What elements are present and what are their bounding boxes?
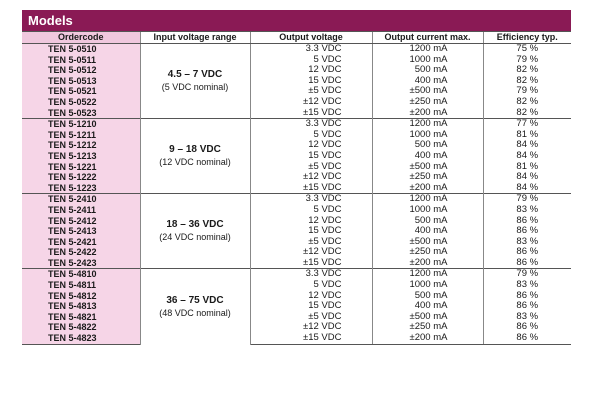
ordercode-cell: TEN 5-4821 (22, 312, 140, 323)
table-row (22, 172, 571, 183)
ordercode-cell: TEN 5-0522 (22, 97, 140, 108)
table-body (22, 44, 571, 345)
input-voltage-cell (140, 44, 250, 119)
output-current-cell: 500 mA (372, 291, 483, 302)
table-row (22, 269, 571, 280)
output-current-cell: ±250 mA (372, 172, 483, 183)
efficiency-cell: 81 % (516, 129, 539, 140)
input-voltage-nominal: (12 VDC nominal) (159, 157, 231, 168)
output-current-cell: 1000 mA (372, 55, 483, 66)
output-voltage-cell: 3.3 VDC (250, 119, 372, 130)
table-row (22, 130, 571, 141)
ordercode-cell: TEN 5-2423 (22, 258, 140, 269)
output-voltage-cell: 5 VDC (250, 205, 372, 216)
efficiency-cell: 83 % (516, 236, 539, 247)
efficiency-cell: 75 % (483, 44, 571, 55)
output-current-cell: ±200 mA (372, 108, 483, 119)
output-voltage-cell: 15 VDC (250, 76, 372, 87)
output-current-cell: ±200 mA (372, 258, 483, 269)
output-voltage-cell: 15 VDC (250, 301, 372, 312)
table-row (22, 55, 571, 66)
table-row (22, 119, 571, 130)
header-row (22, 32, 571, 44)
output-current-cell: 400 mA (372, 76, 483, 87)
ordercode-cell: TEN 5-2411 (22, 205, 140, 216)
ordercode-cell: TEN 5-2413 (22, 226, 140, 237)
table-row (22, 151, 571, 162)
efficiency-cell: 86 % (483, 333, 571, 344)
efficiency-cell: 86 % (516, 247, 539, 258)
output-current-cell: 1200 mA (372, 119, 483, 130)
output-voltage-cell: 3.3 VDC (250, 269, 372, 280)
ordercode-cell: TEN 5-2421 (22, 237, 140, 248)
table-row (22, 162, 571, 173)
output-voltage-cell: ±15 VDC (250, 108, 372, 119)
output-current-cell: ±500 mA (372, 162, 483, 173)
efficiency-cell: 82 % (516, 107, 539, 118)
output-voltage-cell: 3.3 VDC (250, 44, 372, 55)
output-current-cell: 400 mA (372, 226, 483, 237)
output-current-cell: 500 mA (372, 65, 483, 76)
table-row (22, 194, 571, 205)
output-current-cell: 1000 mA (372, 130, 483, 141)
input-voltage-range: 4.5 – 7 VDC (167, 69, 223, 81)
ordercode-cell: TEN 5-4812 (22, 291, 140, 302)
table-row (22, 322, 571, 333)
output-voltage-cell: ±5 VDC (250, 162, 372, 173)
output-voltage-cell: 15 VDC (250, 226, 372, 237)
output-voltage-cell: ±15 VDC (250, 183, 372, 194)
output-voltage-cell: 3.3 VDC (250, 194, 372, 205)
efficiency-cell: 79 % (516, 54, 539, 65)
models-table (22, 31, 571, 345)
ordercode-cell: TEN 5-4822 (22, 322, 140, 333)
input-voltage-range: 9 – 18 VDC (169, 144, 221, 156)
table-row (22, 333, 571, 344)
output-voltage-cell: ±12 VDC (250, 247, 372, 258)
table-row (22, 205, 571, 216)
efficiency-cell: 79 % (483, 194, 571, 205)
table-row (22, 226, 571, 237)
output-current-cell: 500 mA (372, 216, 483, 227)
efficiency-cell: 84 % (516, 182, 539, 193)
output-current-cell: ±250 mA (372, 97, 483, 108)
ordercode-cell: TEN 5-2410 (22, 194, 140, 205)
ordercode-cell: TEN 5-0510 (22, 44, 140, 55)
ordercode-cell: TEN 5-4810 (22, 269, 140, 280)
output-voltage-cell: 12 VDC (250, 140, 372, 151)
output-voltage-cell: ±12 VDC (250, 97, 372, 108)
output-current-cell: ±500 mA (372, 86, 483, 97)
output-current-cell: ±500 mA (372, 237, 483, 248)
efficiency-cell: 83 % (516, 204, 539, 215)
table-row (22, 76, 571, 87)
efficiency-cell: 86 % (516, 226, 539, 237)
output-current-cell: 1000 mA (372, 205, 483, 216)
ordercode-cell: TEN 5-4823 (22, 333, 140, 344)
ordercode-cell: TEN 5-4813 (22, 301, 140, 312)
efficiency-cell: 82 % (516, 96, 539, 107)
output-voltage-cell: 12 VDC (250, 216, 372, 227)
ordercode-cell: TEN 5-0513 (22, 76, 140, 87)
ordercode-cell: TEN 5-0512 (22, 65, 140, 76)
table-row (22, 258, 571, 269)
efficiency-cell: 83 % (516, 280, 539, 291)
table-row (22, 247, 571, 258)
output-current-cell: ±200 mA (372, 333, 483, 344)
ordercode-cell: TEN 5-1212 (22, 140, 140, 151)
efficiency-cell: 86 % (516, 301, 539, 312)
output-current-cell: ±200 mA (372, 183, 483, 194)
output-current-cell: 400 mA (372, 301, 483, 312)
output-voltage-cell: ±12 VDC (250, 322, 372, 333)
input-voltage-cell (140, 194, 250, 269)
efficiency-cell: 84 % (516, 140, 539, 151)
output-voltage-cell: ±5 VDC (250, 237, 372, 248)
output-current-cell: 400 mA (372, 151, 483, 162)
table-row (22, 291, 571, 302)
header-input-voltage: Input voltage range (140, 32, 250, 44)
output-voltage-cell: ±5 VDC (250, 86, 372, 97)
efficiency-cell: 86 % (516, 290, 539, 301)
efficiency-cell: 79 % (516, 86, 539, 97)
header-ordercode: Ordercode (22, 32, 140, 44)
output-current-cell: 1200 mA (372, 194, 483, 205)
input-voltage-cell (140, 119, 250, 194)
ordercode-cell: TEN 5-0511 (22, 55, 140, 66)
output-current-cell: 1000 mA (372, 280, 483, 291)
header-output-current: Output current max. (372, 32, 483, 44)
ordercode-cell: TEN 5-0523 (22, 108, 140, 119)
table-row (22, 237, 571, 248)
output-current-cell: 1200 mA (372, 269, 483, 280)
table-row (22, 140, 571, 151)
ordercode-cell: TEN 5-1221 (22, 162, 140, 173)
table-row (22, 86, 571, 97)
input-voltage-range: 18 – 36 VDC (166, 219, 224, 231)
efficiency-cell: 86 % (516, 257, 539, 268)
efficiency-cell: 84 % (516, 150, 539, 161)
output-voltage-cell: ±15 VDC (250, 258, 372, 269)
efficiency-cell: 79 % (483, 269, 571, 280)
header-efficiency: Efficiency typ. (483, 32, 571, 44)
output-voltage-cell: 15 VDC (250, 151, 372, 162)
efficiency-cell: 82 % (516, 65, 539, 76)
ordercode-cell: TEN 5-2412 (22, 216, 140, 227)
input-voltage-nominal: (48 VDC nominal) (159, 307, 231, 318)
output-voltage-cell: ±15 VDC (250, 333, 372, 344)
input-voltage-range: 36 – 75 VDC (166, 294, 224, 306)
ordercode-cell: TEN 5-1223 (22, 183, 140, 194)
output-current-cell: ±250 mA (372, 322, 483, 333)
table-row (22, 65, 571, 76)
input-voltage-nominal: (5 VDC nominal) (161, 82, 229, 93)
efficiency-cell: 82 % (516, 75, 539, 86)
efficiency-cell: 77 % (483, 119, 571, 130)
table-row (22, 97, 571, 108)
table-row (22, 44, 571, 55)
ordercode-cell: TEN 5-1213 (22, 151, 140, 162)
ordercode-cell: TEN 5-0521 (22, 86, 140, 97)
input-voltage-cell (140, 269, 250, 344)
output-voltage-cell: 5 VDC (250, 55, 372, 66)
output-current-cell: ±500 mA (372, 312, 483, 323)
efficiency-cell: 83 % (516, 311, 539, 322)
table-row (22, 108, 571, 119)
table-row (22, 312, 571, 323)
table-row (22, 280, 571, 291)
table-row (22, 216, 571, 227)
input-voltage-nominal: (24 VDC nominal) (159, 232, 231, 243)
ordercode-cell: TEN 5-1222 (22, 172, 140, 183)
table-row (22, 301, 571, 312)
output-voltage-cell: 12 VDC (250, 65, 372, 76)
models-section (22, 10, 571, 345)
output-voltage-cell: ±12 VDC (250, 172, 372, 183)
output-current-cell: 500 mA (372, 140, 483, 151)
output-current-cell: ±250 mA (372, 247, 483, 258)
efficiency-cell: 81 % (516, 161, 539, 172)
ordercode-cell: TEN 5-2422 (22, 247, 140, 258)
output-voltage-cell: 5 VDC (250, 130, 372, 141)
efficiency-cell: 86 % (516, 322, 539, 333)
table-row (22, 183, 571, 194)
output-voltage-cell: 5 VDC (250, 280, 372, 291)
header-output-voltage: Output voltage (250, 32, 372, 44)
efficiency-cell: 86 % (516, 215, 539, 226)
section-title: Models (22, 10, 571, 31)
ordercode-cell: TEN 5-1211 (22, 130, 140, 141)
ordercode-cell: TEN 5-1210 (22, 119, 140, 130)
ordercode-cell: TEN 5-4811 (22, 280, 140, 291)
output-current-cell: 1200 mA (372, 44, 483, 55)
output-voltage-cell: ±5 VDC (250, 312, 372, 323)
output-voltage-cell: 12 VDC (250, 291, 372, 302)
efficiency-cell: 84 % (516, 172, 539, 183)
